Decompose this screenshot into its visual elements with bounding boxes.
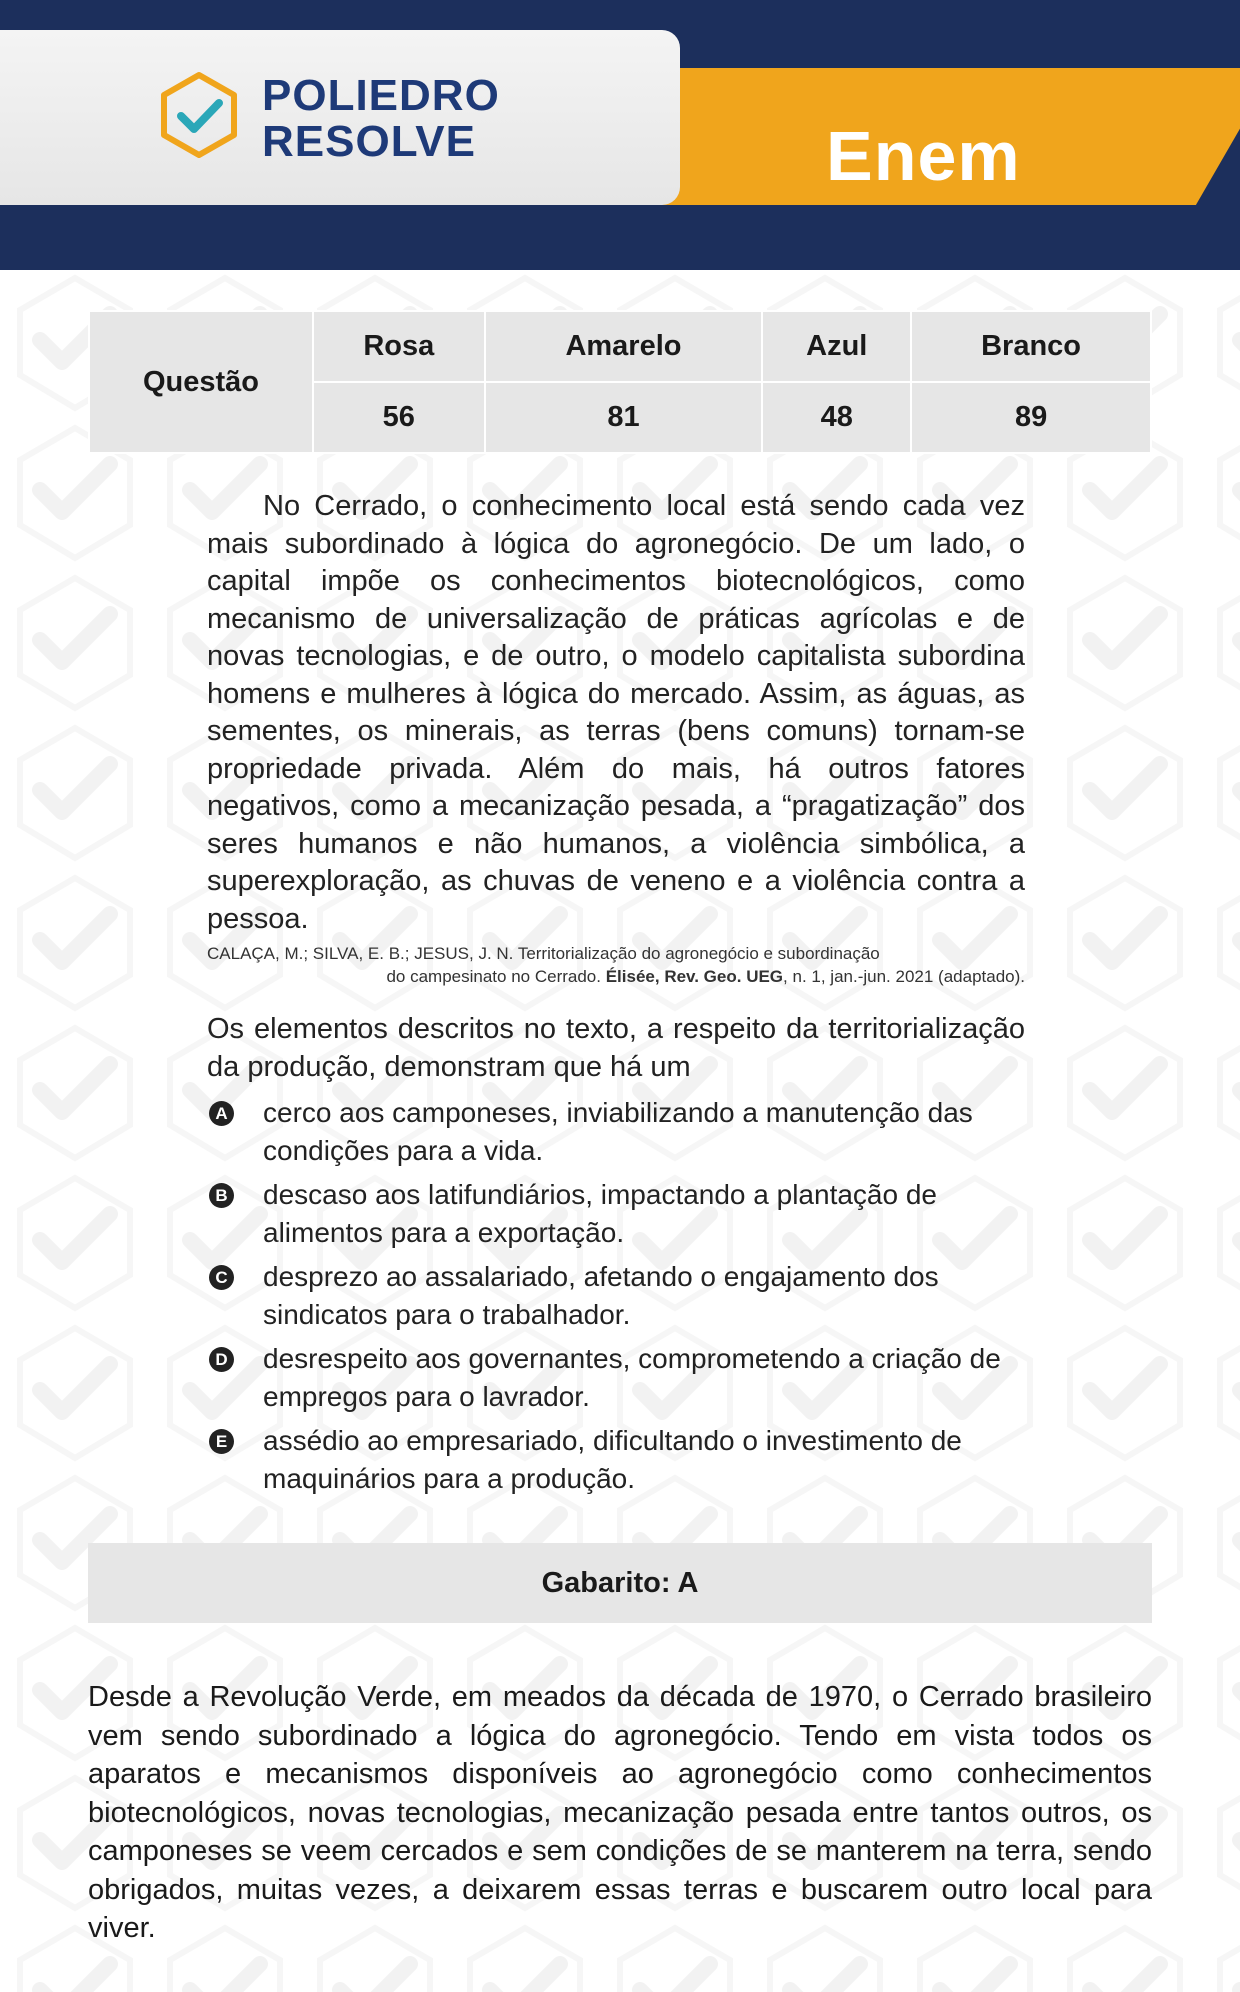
question-number: 89 [911, 382, 1151, 453]
question-number: 56 [313, 382, 485, 453]
option-a [207, 1094, 1025, 1170]
citation-line-2-pre: do campesinato no Cerrado. [386, 967, 606, 986]
question-number: 48 [762, 382, 911, 453]
question-label: Questão [89, 311, 313, 453]
option-b [207, 1176, 1025, 1252]
answer-key: Gabarito: A [88, 1543, 1152, 1623]
brand-logo-text [262, 71, 500, 166]
page-header [0, 0, 1240, 270]
option-letter: C [209, 1265, 234, 1290]
option-text: desrespeito aos governantes, comprometendo a criação de empregos para o lavrador. [263, 1343, 1001, 1412]
option-letter: E [209, 1429, 234, 1454]
hexagon-check-icon [156, 70, 242, 160]
brand-line-2: RESOLVE [262, 117, 477, 166]
option-letter: A [209, 1101, 234, 1126]
option-text: cerco aos camponeses, inviabilizando a manutenção das condições para a vida. [263, 1097, 973, 1166]
option-d [207, 1340, 1025, 1416]
option-text: assédio ao empresariado, dificultando o investimento de maquinários para a produção. [263, 1425, 962, 1494]
citation [207, 942, 1025, 988]
color-header: Branco [911, 311, 1151, 382]
color-header: Rosa [313, 311, 485, 382]
option-e [207, 1422, 1025, 1498]
option-text: descaso aos latifundiários, impactando a plantação de alimentos para a exportação. [263, 1179, 937, 1248]
color-header: Azul [762, 311, 911, 382]
explanation-text: Desde a Revolução Verde, em meados da década de 1970, o Cerrado brasileiro vem sendo subordinado a lógica do agronegócio. Tendo em vista todos os aparatos e mecanismos disponíveis ao agronegócio como conhecimentos biotecnológicos, novas tecnologias, mecanização pesada entre tantos outros, os camponeses se veem cercados e sem condições de se manterem na terra, sendo obrigados, muitas vezes, a deixarem essas terras e buscarem outro local para viver. [88, 1681, 1152, 1944]
question-body [207, 488, 1025, 1504]
question-text: No Cerrado, o conhecimento local está sendo cada vez mais subordinado à lógica do agronegócio. De um lado, o capital impõe os conhecimentos biotecnológicos, como mecanismo de universalização de práticas agrícolas e de novas tecnologias, e de outro, o modelo capitalista subordina homens e mulheres à lógica do mercado. Assim, as águas, as sementes, os minerais, as terras (bens comuns) tornam-se propriedade privada. Além do mais, há outros fatores negativos, como a mecanização pesada, a “pragatização” dos seres humanos e não humanos, a violência simbólica, a superexploração, as chuvas de veneno e a violência contra a pessoa. [207, 490, 1025, 935]
brand-line-1: POLIEDRO [262, 71, 500, 120]
color-header: Amarelo [485, 311, 763, 382]
option-letter: D [209, 1347, 234, 1372]
question-prompt: Os elementos descritos no texto, a respeito da territorialização da produção, demonstram que há um [207, 1013, 1025, 1083]
options-list [207, 1094, 1025, 1498]
citation-line-2-post: , n. 1, jan.-jun. 2021 (adaptado). [783, 967, 1025, 986]
citation-journal: Élisée, Rev. Geo. UEG [605, 967, 784, 986]
question-number: 81 [485, 382, 763, 453]
question-table [88, 310, 1152, 454]
option-text: desprezo ao assalariado, afetando o engajamento dos sindicatos para o trabalhador. [263, 1261, 939, 1330]
exam-title: Enem [826, 117, 1021, 195]
option-c [207, 1258, 1025, 1334]
header-bottom-band [0, 205, 1240, 270]
citation-line-1: CALAÇA, M.; SILVA, E. B.; JESUS, J. N. Territorialização do agronegócio e subordinação [207, 944, 880, 963]
option-letter: B [209, 1183, 234, 1208]
